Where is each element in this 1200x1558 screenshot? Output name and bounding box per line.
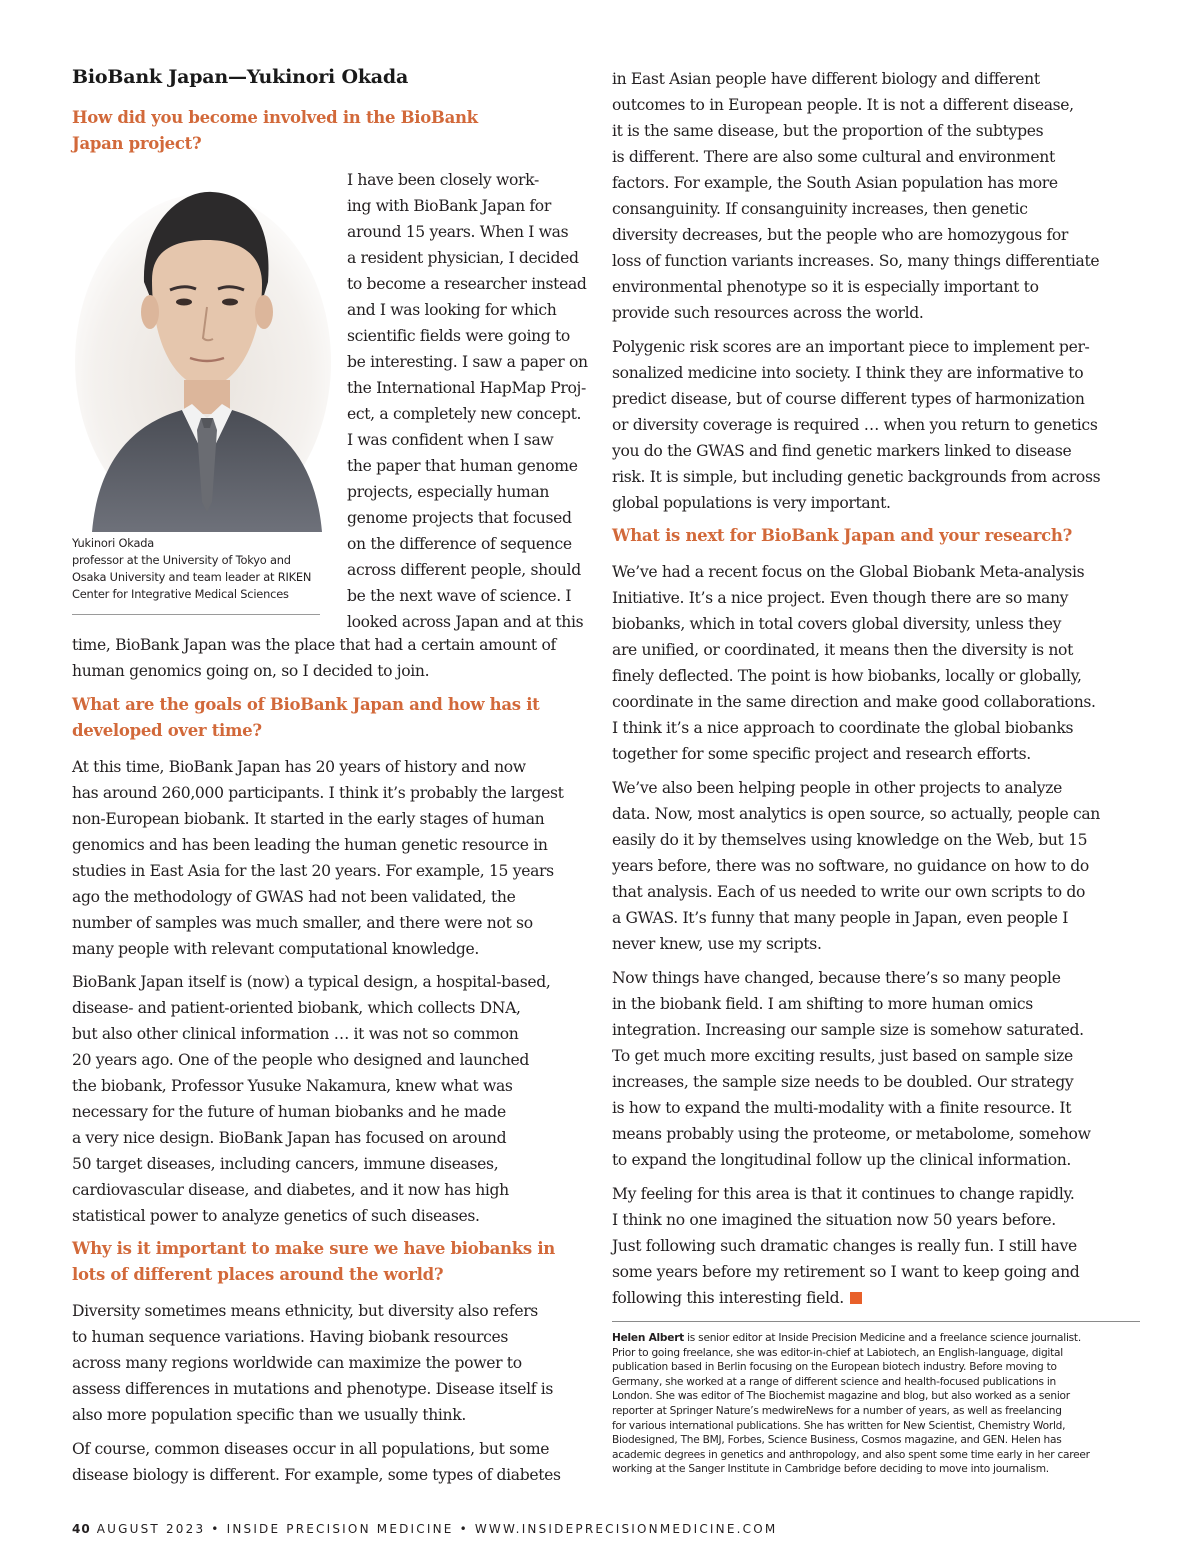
text-line: Biodesigned, The BMJ, Forbes, Science Business, Cosmos magazine, and GEN. Helen has [612,1434,1062,1447]
text-line: cardiovascular disease, and diabetes, and it now has high [72,1181,509,1199]
answer-2-paragraph-1 [72,754,564,962]
text-line: statistical power to analyze genetics of such diseases. [72,1207,480,1225]
caption-line: professor at the University of Tokyo and [72,553,291,567]
text-line: We’ve had a recent focus on the Global Biobank Meta-analysis [612,563,1085,581]
page-number: 40 [72,1522,91,1536]
heading-line: Japan project? [72,134,202,153]
bio-author-name: Helen Albert [612,1332,684,1344]
text-line: a very nice design. BioBank Japan has focused on around [72,1129,507,1147]
text-line: assess differences in mutations and phenotype. Disease itself is [72,1380,554,1398]
bio-first-line [612,1331,1140,1346]
caption-line: Center for Integrative Medical Sciences [72,587,289,601]
text-line: data. Now, most analytics is open source, so actually, people can [612,805,1100,823]
text-line: the biobank, Professor Yusuke Nakamura, knew what was [72,1077,513,1095]
text-line: a GWAS. It’s funny that many people in Japan, even people I [612,909,1069,927]
text-line: is how to expand the multi-modality with a finite resource. It [612,1099,1072,1117]
text-line: ing with BioBank Japan for [347,197,551,215]
text-line: it is the same disease, but the proportion of the subtypes [612,122,1044,140]
answer-3-paragraph-2 [72,1436,561,1488]
text-line: Prior to going freelance, she was editor-in-chief at Labiotech, an English-language, digital [612,1346,1063,1359]
answer-4-paragraph-4 [612,1181,1079,1311]
text-line: to expand the longitudinal follow up the clinical information. [612,1151,1072,1169]
text-line: for various international publications. She has written for New Scientist, Chemistry World, [612,1419,1066,1432]
answer-1-continued [72,632,556,684]
text-line: a resident physician, I decided [347,249,579,267]
text-line: in East Asian people have different biology and different [612,70,1040,88]
text-line: means probably using the proteome, or metabolome, somehow [612,1125,1091,1143]
text-line: At this time, BioBank Japan has 20 years of history and now [72,758,526,776]
answer-1-wrapped [347,167,588,635]
text-line: never knew, use my scripts. [612,935,822,953]
text-line: integration. Increasing our sample size is somehow saturated. [612,1021,1084,1039]
text-line: We’ve also been helping people in other projects to analyze [612,779,1062,797]
text-line: environmental phenotype so it is especially important to [612,278,1039,296]
question-heading-1 [72,105,592,157]
article-title: BioBank Japan—Yukinori Okada [72,66,409,88]
text-line: Of course, common diseases occur in all populations, but some [72,1440,550,1458]
text-line: some years before my retirement so I want to keep going and [612,1263,1080,1281]
text-line: number of samples was much smaller, and there were not so [72,914,533,932]
text-line: but also other clinical information … it was not so common [72,1025,519,1043]
answer-4-paragraph-2 [612,775,1100,957]
text-line: around 15 years. When I was [347,223,569,241]
text-line: many people with relevant computational knowledge. [72,940,480,958]
text-line: looked across Japan and at this [347,613,584,631]
answer-4-paragraph-3 [612,965,1091,1173]
question-heading-2 [72,692,592,744]
text-line: coordinate in the same direction and make good collaborations. [612,693,1096,711]
text-line: studies in East Asia for the last 20 years. For example, 15 years [72,862,554,880]
text-line: Diversity sometimes means ethnicity, but diversity also refers [72,1302,538,1320]
text-line: academic degrees in genetics and anthropology, and also spent some time early in her career [612,1448,1090,1461]
end-of-article-mark [850,1292,862,1304]
text-line: finely deflected. The point is how biobanks, locally or globally, [612,667,1082,685]
text-line: 50 target diseases, including cancers, immune diseases, [72,1155,499,1173]
heading-line: Why is it important to make sure we have biobanks in [72,1239,555,1258]
answer-3-paragraph-1 [72,1298,553,1428]
footer-text: AUGUST 2023 • INSIDE PRECISION MEDICINE • WWW.INSIDEPRECISIONMEDICINE.COM [96,1522,778,1536]
text-line: to human sequence variations. Having biobank resources [72,1328,509,1346]
caption-divider [72,614,320,615]
answer-4-paragraph-1 [612,559,1096,767]
text-line: together for some specific project and research efforts. [612,745,1031,763]
heading-line: lots of different places around the world? [72,1265,444,1284]
question-heading-4: What is next for BioBank Japan and your research? [612,526,1072,545]
bio-divider [612,1321,1140,1322]
text-line: years before, there was no software, no guidance on how to do [612,857,1089,875]
text-line: is different. There are also some cultural and environment [612,148,1055,166]
answer-2-paragraph-2 [72,969,551,1229]
text-line: following this interesting field. [612,1285,1079,1311]
text-line: I was confident when I saw [347,431,554,449]
heading-line: How did you become involved in the BioBank [72,108,478,127]
text-line: global populations is very important. [612,494,891,512]
text-line: risk. It is simple, but including genetic backgrounds from across [612,468,1101,486]
text-line: in the biobank field. I am shifting to more human omics [612,995,1033,1013]
text-line: ect, a completely new concept. [347,405,582,423]
text-line: disease- and patient-oriented biobank, which collects DNA, [72,999,521,1017]
text-line: be the next wave of science. I [347,587,572,605]
text-line: has around 260,000 participants. I think it’s probably the largest [72,784,564,802]
heading-line: What are the goals of BioBank Japan and how has it [72,695,540,714]
text-line: time, BioBank Japan was the place that had a certain amount of [72,636,556,654]
text-line: factors. For example, the South Asian population has more [612,174,1058,192]
text-line: projects, especially human [347,483,550,501]
answer-3-paragraph-3 [612,334,1100,516]
author-bio [612,1331,1140,1477]
text-line: genomics and has been leading the human genetic resource in [72,836,548,854]
text-line: the International HapMap Proj- [347,379,586,397]
text-line: on the difference of sequence [347,535,572,553]
text-line: publication based in Berlin focusing on the European biotech industry. Before moving to [612,1361,1057,1374]
page-footer [72,1522,777,1536]
text-line: to become a researcher instead [347,275,587,293]
text-line: scientific fields were going to [347,327,570,345]
text-line: Now things have changed, because there’s so many people [612,969,1061,987]
text-line: I think no one imagined the situation now 50 years before. [612,1211,1056,1229]
text-line: working at the Sanger Institute in Cambridge before deciding to move into journalism. [612,1463,1049,1476]
portrait-caption [72,535,332,603]
text-line: London. She was editor of The Biochemist magazine and blog, but also worked as a senior [612,1390,1070,1403]
text-line: outcomes to in European people. It is not a different disease, [612,96,1074,114]
text-line: provide such resources across the world. [612,304,924,322]
text-line: loss of function variants increases. So, many things differentiate [612,252,1100,270]
caption-name: Yukinori Okada [72,536,155,550]
text-line: consanguinity. If consanguinity increases, then genetic [612,200,1028,218]
text-line: you do the GWAS and find genetic markers linked to disease [612,442,1072,460]
text-line: predict disease, but of course different types of harmonization [612,390,1085,408]
portrait-illustration [72,162,334,532]
text-line: across different people, should [347,561,581,579]
text-line: that analysis. Each of us needed to write our own scripts to do [612,883,1086,901]
text-line: Just following such dramatic changes is really fun. I still have [612,1237,1077,1255]
text-line: Polygenic risk scores are an important piece to implement per- [612,338,1090,356]
text-line: also more population specific than we usually think. [72,1406,466,1424]
text-line: the paper that human genome [347,457,578,475]
text-line: To get much more exciting results, just based on sample size [612,1047,1073,1065]
text-line: and I was looking for which [347,301,557,319]
text-line: disease biology is different. For example, some types of diabetes [72,1466,561,1484]
text-line: across many regions worldwide can maximize the power to [72,1354,522,1372]
caption-line: Osaka University and team leader at RIKEN [72,570,312,584]
answer-3-paragraph-2-continued [612,66,1099,326]
heading-line: developed over time? [72,721,262,740]
text-line: sonalized medicine into society. I think they are informative to [612,364,1084,382]
text-line: reporter at Springer Nature’s medwireNews for a number of years, as well as freelancing [612,1404,1062,1417]
text-line: BioBank Japan itself is (now) a typical design, a hospital-based, [72,973,551,991]
text-line: necessary for the future of human biobanks and he made [72,1103,506,1121]
portrait-of-yukinori-okada [72,162,334,532]
text-line: Initiative. It’s a nice project. Even though there are so many [612,589,1069,607]
question-heading-3 [72,1236,602,1288]
text-line: increases, the sample size needs to be doubled. Our strategy [612,1073,1074,1091]
text-line: be interesting. I saw a paper on [347,353,588,371]
bio-first-line-text: is senior editor at Inside Precision Medicine and a freelance science journalist. [683,1332,1081,1344]
text-line: human genomics going on, so I decided to join. [72,662,430,680]
text-line: easily do it by themselves using knowledge on the Web, but 15 [612,831,1088,849]
text-line: non-European biobank. It started in the early stages of human [72,810,545,828]
text-line: ago the methodology of GWAS had not been validated, the [72,888,516,906]
text-line: diversity decreases, but the people who are homozygous for [612,226,1069,244]
text-line: I think it’s a nice approach to coordinate the global biobanks [612,719,1074,737]
text-line: are unified, or coordinated, it means then the diversity is not [612,641,1073,659]
text-line: My feeling for this area is that it continues to change rapidly. [612,1185,1075,1203]
text-line: genome projects that focused [347,509,572,527]
text-line: or diversity coverage is required … when you return to genetics [612,416,1098,434]
text-line: biobanks, which in total covers global diversity, unless they [612,615,1062,633]
text-line: Germany, she worked at a range of different science and health-focused publications in [612,1375,1057,1388]
text-line: 20 years ago. One of the people who designed and launched [72,1051,530,1069]
text-line: I have been closely work- [347,171,539,189]
